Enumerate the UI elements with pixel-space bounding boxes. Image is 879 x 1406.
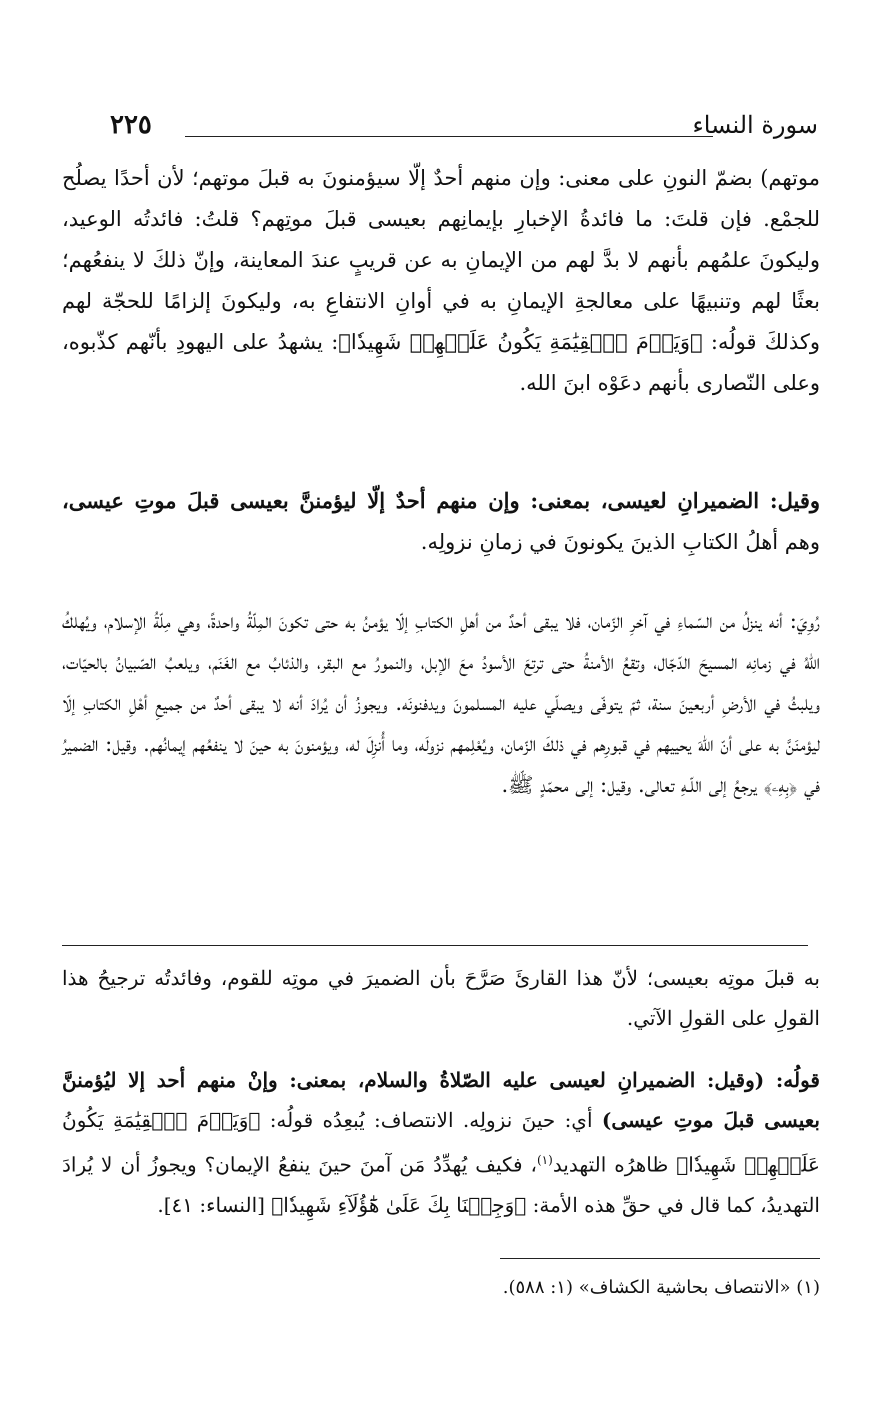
footnote-reference: (١) — [536, 1153, 553, 1167]
commentary-bold-lead: قولُه: (وقيل: الضميرانِ لعيسى عليه الصّلاةُ والسلام، بمعنى: وإنْ منهم أحد إلا ليُؤمننَّ بعيسى قبلَ موتِ عيسى) — [62, 1068, 820, 1132]
footnote: (١) «الانتصاف بحاشية الكشاف» (١: ٥٨٨). — [502, 1277, 820, 1298]
main-paragraph-3: رُوِيَ: أنه ينزلُ من السّماءِ في آخرِ الزّمان، فلا يبقى أحدٌ من أهلِ الكتابِ إلّا يؤمنُ به حتى تكونَ المِلّةُ واحدةً، وهي مِلّةُ الإسلام، ويُهلكُ اللهُ في زمانِه المسيحَ الدّجّال، وتقعُ الأمنةُ حتى ترتعَ الأسودُ معَ الإبل، والنمورُ مع البقر، والذئابُ مع الغَنَم، ويلعبُ الصّبيانُ بالحيّات، ويلبثُ في الأرضِ أربعينَ سنة، ثمّ يتوفّى ويصلّي عليه المسلمونَ ويدفنونَه. ويجوزُ أن يُرادَ أنه لا يبقى أحدٌ من جميعِ أهْلِ الكتابِ إلّا ليؤمنَنَّ به على أنّ اللهَ يحييهم في قبورِهم في ذلكَ الزّمان، ويُعْلِمهم نزولَه، وما أُنزِلَ له، ويؤمنونَ به حينَ لا ينفعُهم إيمانُهم. وقيل: الضميرُ في ﴿بِهِۦ﴾ يرجعُ إلى اللّـهِ تعالى. وقيل: إلى محمّدٍ ﷺ. — [62, 609, 820, 797]
main-paragraph-1: موتهم) بضمّ النونِ على معنى: وإن منهم أحدٌ إلّا سيؤمنونَ به قبلَ موتهم؛ لأن أحدًا يصلُح للجمْع. فإن قلتَ: ما فائدةُ الإخبارِ بإيمانِهم بعيسى قبلَ موتِهم؟ قلتُ: فائدتُه الوعيد، وليكونَ علمُهم بأنهم لا بدَّ لهم من الإيمانِ به عن قريبٍ عندَ المعاينة، وإنّ ذلكَ لا ينفعُهم؛ بعثًا لهم وتنبيهًا على معالجةِ الإيمانِ به في أوانِ الانتفاعِ به، وليكونَ إلزامًا للحجّة لهم وكذلكَ قولُه: ﴿وَيَوۡمَ ٱلۡقِيَٰمَةِ يَكُونُ عَلَيۡهِمۡ شَهِيدٗا﴾: يشهدُ على اليهودِ بأنّهم كذّبوه، وعلى النّصارى بأنهم دعَوْه ابنَ الله. — [62, 166, 820, 395]
paragraph-bold-lead: وقيل: الضميرانِ لعيسى، بمعنى: وإن منهم أحدٌ إلّا ليؤمننَّ بعيسى قبلَ موتِ عيسى، — [62, 488, 820, 513]
footnote-divider — [500, 1258, 820, 1259]
paragraph-text: وهم أهلُ الكتابِ الذينَ يكونونَ في زمانِ نزولِه. — [420, 530, 820, 554]
surah-title: سورة النساء — [692, 111, 818, 139]
header-rule — [185, 136, 713, 137]
commentary-divider — [62, 945, 808, 946]
commentary-text-tail: ، فكيف يُهدِّدُ مَن آمنَ حينَ ينفعُ الإيمان؟ ويجوزُ أن لا يُرادَ التهديدُ، كما قال في حقِّ هذه الأمة: ﴿وَجِئۡنَا بِكَ عَلَىٰ هَٰٓؤُلَآءِ شَهِيدٗا﴾ [النساء: ٤١]. — [62, 1152, 820, 1217]
commentary-paragraph-2 — [62, 1060, 820, 1225]
main-paragraph-2 — [62, 480, 820, 563]
page-number: ٢٢٥ — [110, 110, 152, 140]
running-header — [110, 105, 818, 145]
commentary-paragraph-1: به قبلَ موتِه بعيسى؛ لأنّ هذا القارئَ صَرَّحَ بأن الضميرَ في موتِه للقوم، وفائدتُه ترجيحُ هذا القولِ على القولِ الآتي. — [62, 966, 820, 1030]
commentary-text: أي: حينَ نزولِه. الانتصاف: يُبعِدُه قولُه: ﴿وَيَوۡمَ ٱلۡقِيَٰمَةِ يَكُونُ عَلَيۡهِمۡ شَهِيدٗا﴾ ظاهرُه التهديد — [62, 1108, 820, 1177]
